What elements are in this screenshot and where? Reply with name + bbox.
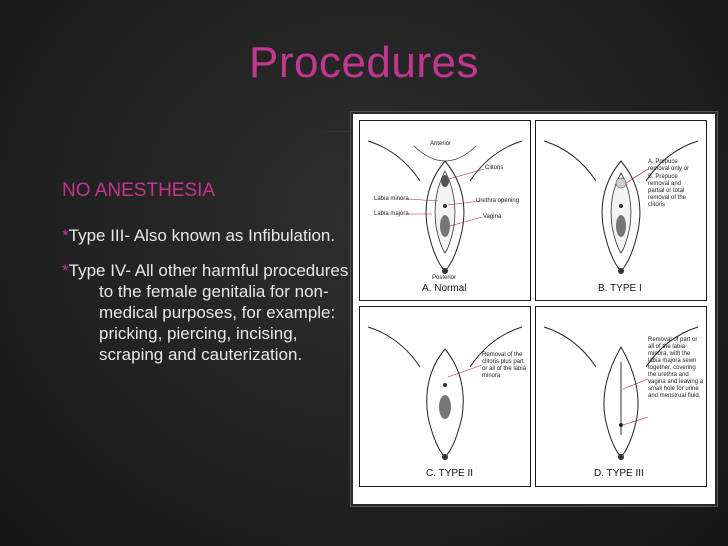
label-clitoris: Clitoris: [485, 165, 504, 171]
label-labia-minora: Labia minora: [374, 196, 409, 202]
bullet-item: [62, 260, 362, 365]
label-vagina: Vagina: [483, 214, 502, 220]
label-type-1-a: A. Prepuce removal only or: [648, 159, 690, 172]
caption-normal: A. Normal: [422, 283, 467, 294]
bullet-marker: *: [62, 261, 69, 280]
type-1-anatomy-drawing: [536, 121, 706, 300]
label-type-1-b: B. Prepuce removal and partial or total removal of the clitoris: [648, 174, 687, 208]
type-2-anatomy-drawing: [360, 307, 530, 486]
label-posterior: Posterior: [432, 275, 457, 281]
bullet-text: Type IV- All other harmful procedures to the female genitalia for non-medical purposes, for example: pricking, piercing, incising, scraping and cauterization.: [68, 261, 349, 364]
caption-type-2: C. TYPE II: [426, 468, 474, 479]
caption-type-3: D. TYPE III: [594, 468, 644, 479]
section-heading: NO ANESTHESIA: [62, 180, 216, 201]
panel-type-1: [535, 120, 707, 301]
label-labia-majora: Labia majora: [374, 211, 409, 217]
label-type-3: Removal of part or all of the labia minora, with the labia majora sewn together, covering the urethra and vagina and leaving a small hole for urine and menstrual fluid.: [648, 337, 704, 399]
bullet-list: [62, 225, 362, 379]
bullet-item: [62, 225, 362, 246]
panel-type-2: [359, 306, 531, 487]
panel-normal: [359, 120, 531, 301]
caption-type-1: B. TYPE I: [598, 283, 642, 294]
bullet-marker: *: [62, 226, 69, 245]
label-urethra-opening: Urethra opening: [476, 198, 520, 204]
bullet-text: Type III- Also known as Infibulation.: [68, 226, 336, 245]
slide-title: Procedures: [248, 38, 479, 87]
label-anterior: Anterior: [430, 141, 452, 147]
label-type-2: Removal of the clitoris plus part or all of the labia minora: [482, 352, 527, 379]
panel-type-3: [535, 306, 707, 487]
anatomy-diagram: [351, 112, 717, 506]
